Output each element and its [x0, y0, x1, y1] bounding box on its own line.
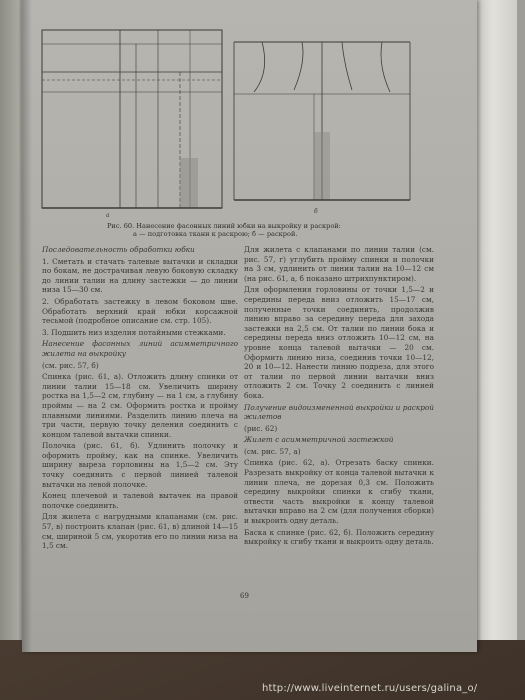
figure-caption: [107, 222, 407, 238]
book-page: [22, 0, 477, 652]
step-3: 3. Подшить низ изделия потайными стежками.: [42, 327, 226, 337]
page-stack-edge: [477, 0, 517, 640]
page-stack-shadow: [517, 0, 525, 640]
paragraph-neckline: Для оформления горловины от точки 1,5—2 и середины переда вниз отложить 15—17 см, полученные точки соединить, продолжив линию вправо за середину переда для захода застежки на 2,5 см. От талии по линии бока и середины переда вниз отложить 10—12 см, на уровне конца талевой вытачки — 20 см. Оформить линию низа, соединив точки 10—12, 20 и 10—12. Нанести линию подреза, для этого от талии по первой линии вытачки вниз отложить 2 см. Точку 2 соединить с линией бока.: [244, 285, 434, 400]
pattern-figure-a: [40, 28, 225, 214]
binding-shadow: [22, 0, 32, 652]
heading-asymmetric-closure: Жилет с асимметричной застежкой: [244, 435, 394, 445]
step-2: 2. Обработать застежку в левом боковом шве. Обработать верхний край юбки корсажной тесьмой (подробное описание см. стр. 105).: [42, 296, 238, 326]
paragraph-front: Полочка (рис. 61, б). Удлинить полочку и оформить пройму, как на спинке. Увеличить ширину выреза горловины на 1,5—2 см. Эту точку соединить с первой линией талевой вытачки на левой полочке.: [42, 441, 238, 489]
step-1: 1. Сметать и стачать талевые вытачки и складки по бокам, не дострачивая левую боковую складку до линии талии на длину застежки — до линии низа 15—30 см.: [42, 256, 238, 295]
page-number: 69: [240, 592, 249, 600]
paragraph-waist-flaps: Для жилета с клапанами по линии талии (см. рис. 57, г) углубить пройму спинки и полочки на 3 см, удлинить от линии талии на 10—12 см (на рис. 61, а, б показано штрихпунктиром).: [244, 245, 434, 283]
figure-label-a: а: [106, 212, 110, 219]
heading-asymmetric-closure-ref: (см. рис. 57, а): [244, 446, 301, 456]
heading-asymmetric-vest-ref: (см. рис. 57, б): [42, 360, 99, 370]
watermark-url: http://www.liveinternet.ru/users/galina_o/: [262, 683, 478, 694]
heading-modified-pattern: Получение видоизмененной выкройки и раскрой жилетов: [244, 402, 434, 422]
pattern-figure-b: [232, 32, 417, 212]
left-text-column: [42, 245, 238, 553]
paragraph-basque: Баска к спинке (рис. 62, б). Положить середину выкройку к сгибу ткани и выкроить одну деталь.: [244, 527, 434, 547]
paragraph-darts: Конец плечевой и талевой вытачек на правой полочке соединить.: [42, 491, 238, 510]
figure-caption-title: Рис. 60. Нанесение фасонных линий юбки на выкройку и раскрой:: [107, 222, 341, 230]
heading-modified-pattern-ref: (рис. 62): [244, 423, 278, 433]
paragraph-back: Спинка (рис. 61, а). Отложить длину спинки от линии талии 15—18 см. Увеличить ширину ростка на 1,5—2 см, глубину — на 1 см, а глубину проймы — на 2 см. Оформить ростка и пройму плавными линиями. Разделить линию плеча на три части, первую точку деления соединить с концом талевой вытачки спинки.: [42, 372, 238, 439]
right-text-column: [244, 245, 434, 549]
heading-asymmetric-vest: Нанесение фасонных линий асимметричного жилета на выкройку: [42, 339, 238, 358]
heading-skirt-sequence: Последовательность обработки юбки: [42, 245, 195, 254]
figure-caption-sub: а — подготовка ткани к раскрою; б — раскрой.: [133, 230, 298, 238]
figure-label-b: б: [314, 208, 318, 215]
paragraph-flaps: Для жилета с нагрудными клапанами (см. рис. 57, в) построить клапан (рис. 61, в) длиной 14—15 см, шириной 5 см, укоротив его по линии низа на 1,5 см.: [42, 512, 238, 551]
paragraph-back-cut: Спинка (рис. 62, а). Отрезать баску спинки. Разрезать выкройку от конца талевой вытачки к линии плеча, не дорезая 0,3 см. Положить середину выкройки спинки к сгибу ткани, отвести часть выкройки к концу талевой вытачки вправо на 2 см (для получения сборки) и выкроить одну деталь.: [244, 458, 434, 526]
